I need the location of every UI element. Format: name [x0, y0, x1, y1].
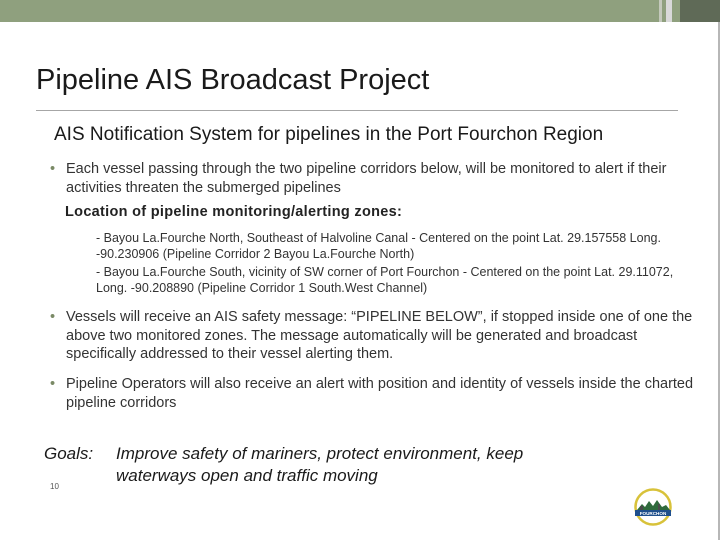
bullet-item: [50, 375, 700, 413]
bullet-item: [50, 308, 700, 364]
page-number: 10: [50, 482, 59, 491]
header-bar: [0, 0, 720, 22]
goals-text: Improve safety of mariners, protect environment, keep waterways open and traffic moving: [116, 444, 524, 485]
bullet-icon: •: [50, 309, 56, 325]
bullet-text: Vessels will receive an AIS safety message: “PIPELINE BELOW”, if stopped inside one of one the above two monitored zones. The message automatically will be generated and broadcast specifically addressed to their vessel alerting them.: [66, 309, 693, 362]
bullet-icon: •: [50, 161, 56, 177]
location-item: - Bayou La.Fourche North, Southeast of Halvoline Canal - Centered on the point Lat. 29.157558 Long. -90.230906 (Pipeline Corridor 2 Bayou La.Fourche North): [96, 231, 661, 261]
logo-text: FOURCHON: [639, 510, 667, 516]
title-divider: [36, 110, 678, 111]
slide-title: Pipeline AIS Broadcast Project: [36, 64, 430, 96]
slide-subtitle: AIS Notification System for pipelines in the Port Fourchon Region: [54, 124, 604, 145]
port-fourchon-logo-icon: [628, 488, 678, 526]
location-item: - Bayou La.Fourche South, vicinity of SW corner of Port Fourchon - Centered on the point Lat. 29.11072, Long. -90.208890 (Pipeline Corridor 1 South.West Channel): [96, 265, 674, 295]
locations-heading: Location of pipeline monitoring/alerting zones:: [65, 204, 403, 220]
bullet-icon: •: [50, 376, 56, 392]
header-stripe: [666, 0, 672, 22]
header-stripe: [659, 0, 662, 22]
bullet-text: Pipeline Operators will also receive an alert with position and identity of vessels inside the charted pipeline corridors: [66, 376, 694, 411]
bullet-item: [50, 160, 700, 198]
header-corner-block: [680, 0, 720, 22]
goals-label: Goals:: [44, 444, 94, 463]
bullet-text: Each vessel passing through the two pipeline corridors below, will be monitored to alert if their activities threaten the submerged pipelines: [66, 161, 667, 196]
